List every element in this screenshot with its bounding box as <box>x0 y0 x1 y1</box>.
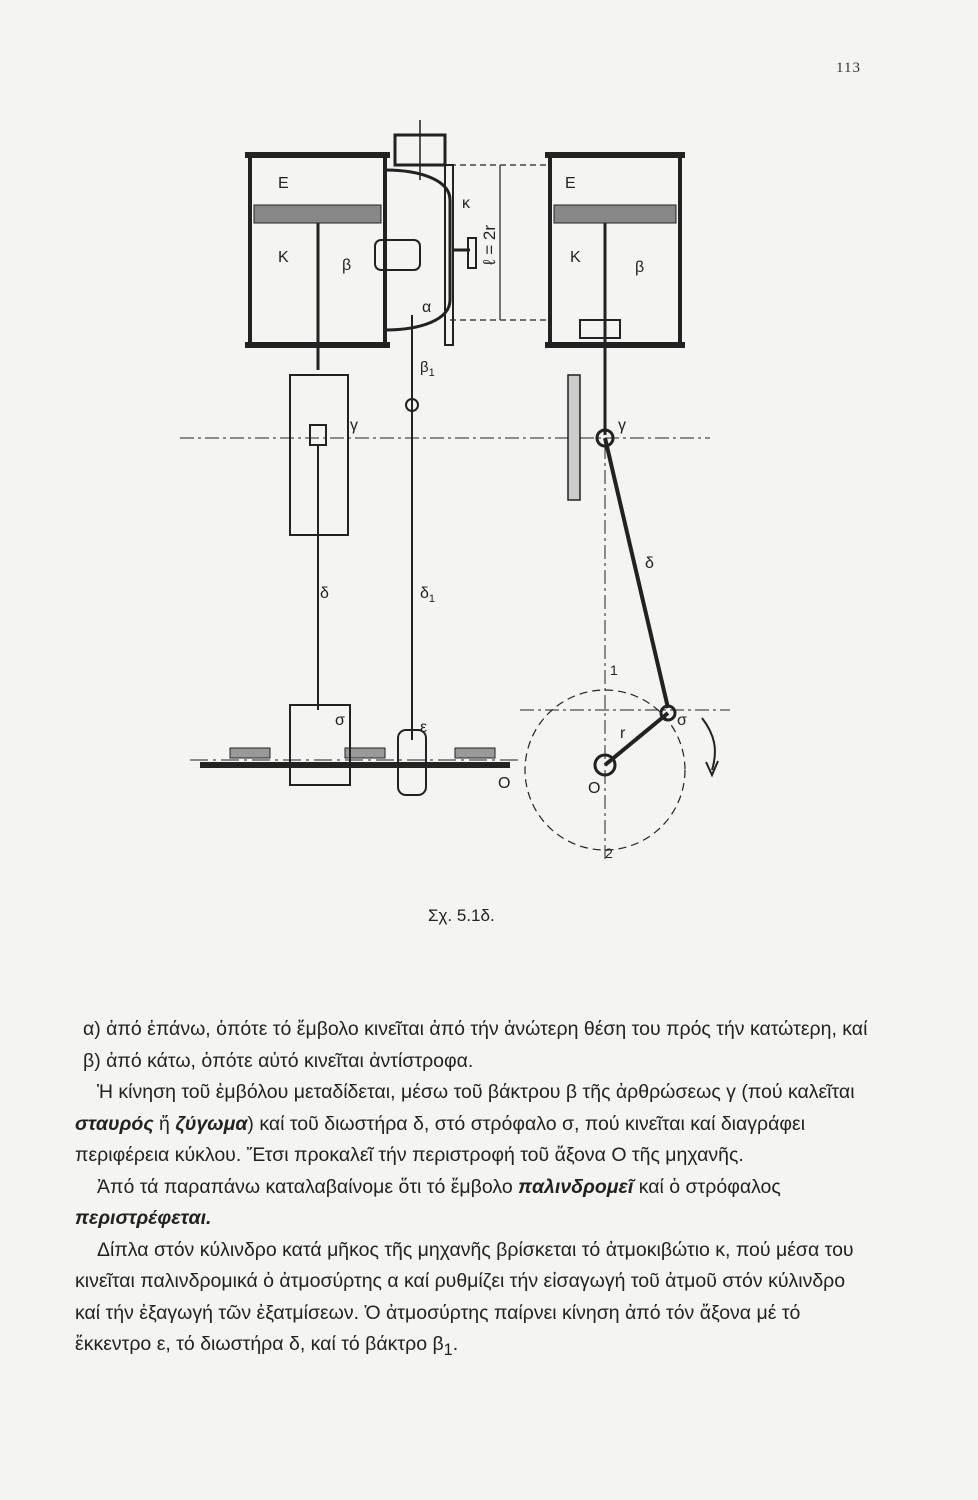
paragraph-b: β) ἀπό κάτω, ὁπότε αὐτό κινεῖται ἀντίστροφα. <box>83 1049 474 1072</box>
label-delta-right: δ <box>645 555 654 572</box>
label-E-left: Ε <box>278 175 289 192</box>
term-zygoma: ζύγωμα <box>175 1112 248 1135</box>
label-E-right: Ε <box>565 175 576 192</box>
term-stavros: σταυρός <box>75 1112 154 1135</box>
label-one: 1 <box>610 662 618 678</box>
label-sigma-left: σ <box>335 712 345 729</box>
label-K-left: Κ <box>278 249 289 266</box>
term-palindromei: παλινδρομεῖ <box>518 1175 634 1198</box>
paragraph-motion: Ἡ κίνηση τοῦ ἐμβόλου μεταδίδεται, μέσω τοῦ βάκτρου β τῆς ἀρθρώσεως γ (πού καλεῖται σταυρός ἤ ζύγωμα) καί τοῦ διωστήρα δ, στό στρόφαλο σ, πού κινεῖται καί διαγράφει περιφέρεια κύκλου. Ἔτσι προκαλεῖ τήν περιστροφή τοῦ ἄξονα Ο τῆς μηχανῆς. <box>75 1081 855 1166</box>
label-beta-right: β <box>635 259 645 276</box>
engine-diagram <box>150 120 940 880</box>
label-r: r <box>620 725 626 742</box>
body-text <box>75 1014 870 1366</box>
label-l-eq: ℓ = 2r <box>480 225 499 265</box>
label-alpha: α <box>422 299 432 316</box>
page-number: 113 <box>836 60 861 76</box>
label-gamma-left: γ <box>350 417 358 434</box>
paragraph-a: α) ἀπό ἐπάνω, ὁπότε τό ἔμβολο κινεῖται ἀπό τήν ἀνώτερη θέση του πρός τήν κατώτερη, καί <box>83 1018 868 1040</box>
paragraph-conclusion: Ἀπό τά παραπάνω καταλαβαίνομε ὅτι τό ἔμβολο παλινδρομεῖ καί ὁ στρόφαλος περιστρέφεται. <box>75 1175 781 1229</box>
left-cylinder <box>245 155 390 370</box>
label-K-right: Κ <box>570 249 581 266</box>
stroke-dimension <box>450 165 550 320</box>
eccentric-rod <box>406 399 418 740</box>
label-beta1: $\beta_1$ <box>420 359 435 379</box>
label-kappa: κ <box>462 195 470 212</box>
label-gamma-right: γ <box>618 417 626 434</box>
figure-caption: Σχ. 5.1δ. <box>428 906 495 925</box>
label-delta: δ <box>320 585 329 602</box>
term-peristrefetai: περιστρέφεται. <box>75 1207 212 1229</box>
right-cylinder <box>545 155 685 435</box>
engine-figure <box>150 120 940 880</box>
left-crosshead <box>290 375 348 710</box>
shaft <box>190 705 520 795</box>
crank-circle <box>520 420 730 860</box>
label-O-left: Ο <box>498 775 511 792</box>
label-O-right: Ο <box>588 780 601 797</box>
label-two: 2 <box>605 845 613 861</box>
paragraph-valve: Δίπλα στόν κύλινδρο κατά μῆκος τῆς μηχανῆς βρίσκεται τό ἀτμοκιβώτιο κ, πού μέσα του κινεῖται παλινδρομικά ὁ ἀτμοσύρτης α καί ρυθμίζει τήν εἰσαγωγή τοῦ ἀτμοῦ στόν κύλινδρο καί τήν ἐξαγωγή τῶν ἐξατμίσεων. Ὁ ἀτμοσύρτης παίρνει κίνηση ἀπό τόν ἄξονα μέ τό ἔκκεντρο ε, τό διωστήρα δ, καί τό βάκτρο $\beta_1$. <box>75 1238 854 1359</box>
label-delta1: $\delta_1$ <box>420 585 436 605</box>
label-beta-left: β <box>342 257 352 274</box>
label-sigma-right: σ <box>677 712 687 729</box>
label-epsilon: ε <box>420 719 428 736</box>
